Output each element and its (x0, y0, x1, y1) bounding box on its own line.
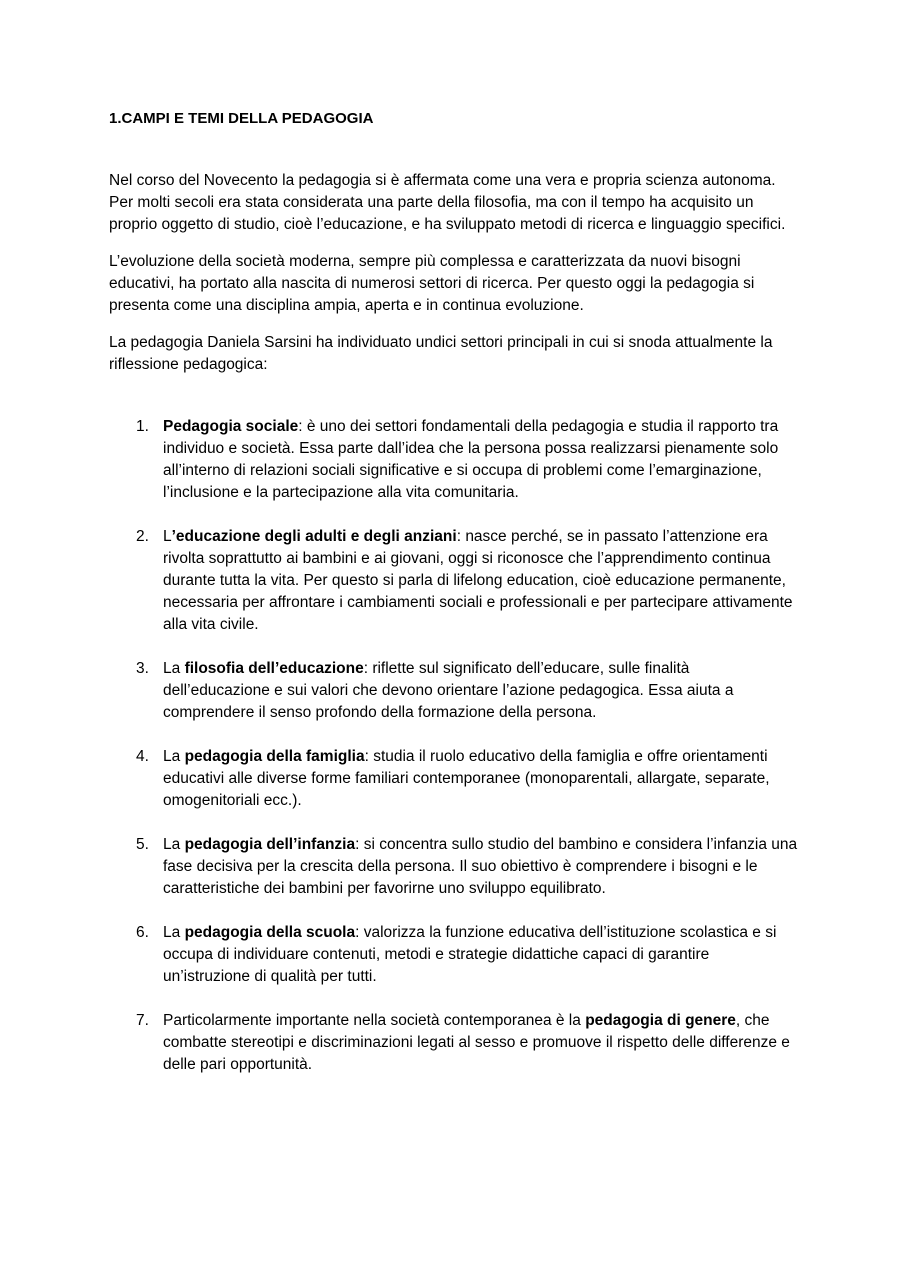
list-item-lead: La (163, 924, 185, 941)
list-item (109, 834, 799, 900)
list-item-term: pedagogia della famiglia (184, 748, 365, 765)
list-item-description: : si concentra sullo studio del bambino e considera l’infanzia una fase decisiva per la crescita della persona. Il suo obiettivo è comprendere i bisogni e le caratteristiche dei bambini per favorirne uno sviluppo equilibrato. (163, 836, 798, 897)
list-item-text (163, 924, 776, 985)
list-item-number: 6. (136, 924, 149, 941)
list-item-text (163, 1012, 790, 1073)
page-title: 1.CAMPI E TEMI DELLA PEDAGOGIA (109, 110, 374, 127)
sarsini-paragraph: La pedagogia Daniela Sarsini ha individuato undici settori principali in cui si snoda attualmente la riflessione pedagogica: (109, 334, 773, 373)
list-item (109, 746, 799, 812)
list-item-text (163, 748, 770, 809)
list-item (109, 658, 799, 724)
list-item-number: 7. (136, 1012, 149, 1029)
list-item-term: ’educazione degli adulti e degli anziani (171, 528, 457, 545)
intro-paragraph: Nel corso del Novecento la pedagogia si è affermata come una vera e propria scienza autonoma. Per molti secoli era stata considerata una parte della filosofia, ma con il tempo ha acquisito un proprio oggetto di studio, cioè l’educazione, e ha sviluppato metodi di ricerca e linguaggio specifici. (109, 172, 786, 233)
list-item-lead: L (163, 528, 172, 545)
list-item-term: pedagogia di genere (585, 1012, 736, 1029)
list-item-description: : nasce perché, se in passato l’attenzione era rivolta soprattutto ai bambini e ai giovani, oggi si riconosce che l’apprendimento continua durante tutta la vita. Per questo si parla di lifelong education, cioè educazione permanente, necessaria per affrontare i cambiamenti sociali e professionali e per partecipare attivamente alla vita civile. (163, 528, 793, 633)
list-item-term: filosofia dell’educazione (184, 660, 364, 677)
list-item-text (163, 528, 793, 633)
list-item-term: Pedagogia sociale (163, 418, 299, 435)
list-item-text (163, 660, 733, 721)
evolution-paragraph: L’evoluzione della società moderna, sempre più complessa e caratterizzata da nuovi bisogni educativi, ha portato alla nascita di numerosi settori di ricerca. Per questo oggi la pedagogia si presenta come una disciplina ampia, aperta e in continua evoluzione. (109, 253, 755, 314)
list-item-description: : è uno dei settori fondamentali della pedagogia e studia il rapporto tra individuo e società. Essa parte dall’idea che la persona possa realizzarsi pienamente solo all’interno di relazioni sociali significative e si occupa di problemi come l’emarginazione, l’inclusione e la partecipazione alla vita comunitaria. (163, 418, 779, 501)
list-item-number: 5. (136, 836, 149, 853)
sectors-list (109, 416, 799, 1076)
list-item-number: 3. (136, 660, 149, 677)
list-item-lead: La (163, 836, 185, 853)
list-item (109, 416, 799, 504)
list-item-term: pedagogia dell’infanzia (184, 836, 356, 853)
list-item-text (163, 836, 797, 897)
list-item-lead: La (163, 660, 185, 677)
document-body (109, 108, 799, 1098)
list-item-term: pedagogia della scuola (184, 924, 356, 941)
list-item-lead: Particolarmente importante nella società contemporanea è la (163, 1012, 586, 1029)
list-item-description: : studia il ruolo educativo della famiglia e offre orientamenti educativi alle diverse forme familiari contemporanee (monoparentali, allargate, separate, omogenitoriali ecc.). (163, 748, 770, 809)
list-item-description: , che combatte stereotipi e discriminazioni legati al sesso e promuove il rispetto delle differenze e delle pari opportunità. (163, 1012, 790, 1073)
list-item (109, 1010, 799, 1076)
list-item (109, 526, 799, 636)
list-item-lead: La (163, 748, 185, 765)
list-item-text (163, 418, 778, 501)
list-item-description: : valorizza la funzione educativa dell’istituzione scolastica e si occupa di individuare contenuti, metodi e strategie didattiche capaci di garantire un’istruzione di qualità per tutti. (163, 924, 777, 985)
list-item-number: 1. (136, 418, 149, 435)
list-item (109, 922, 799, 988)
list-item-number: 4. (136, 748, 149, 765)
list-item-description: : riflette sul significato dell’educare, sulle finalità dell’educazione e sui valori che devono orientare l’azione pedagogica. Essa aiuta a comprendere il senso profondo della formazione della persona. (163, 660, 734, 721)
list-item-number: 2. (136, 528, 149, 545)
